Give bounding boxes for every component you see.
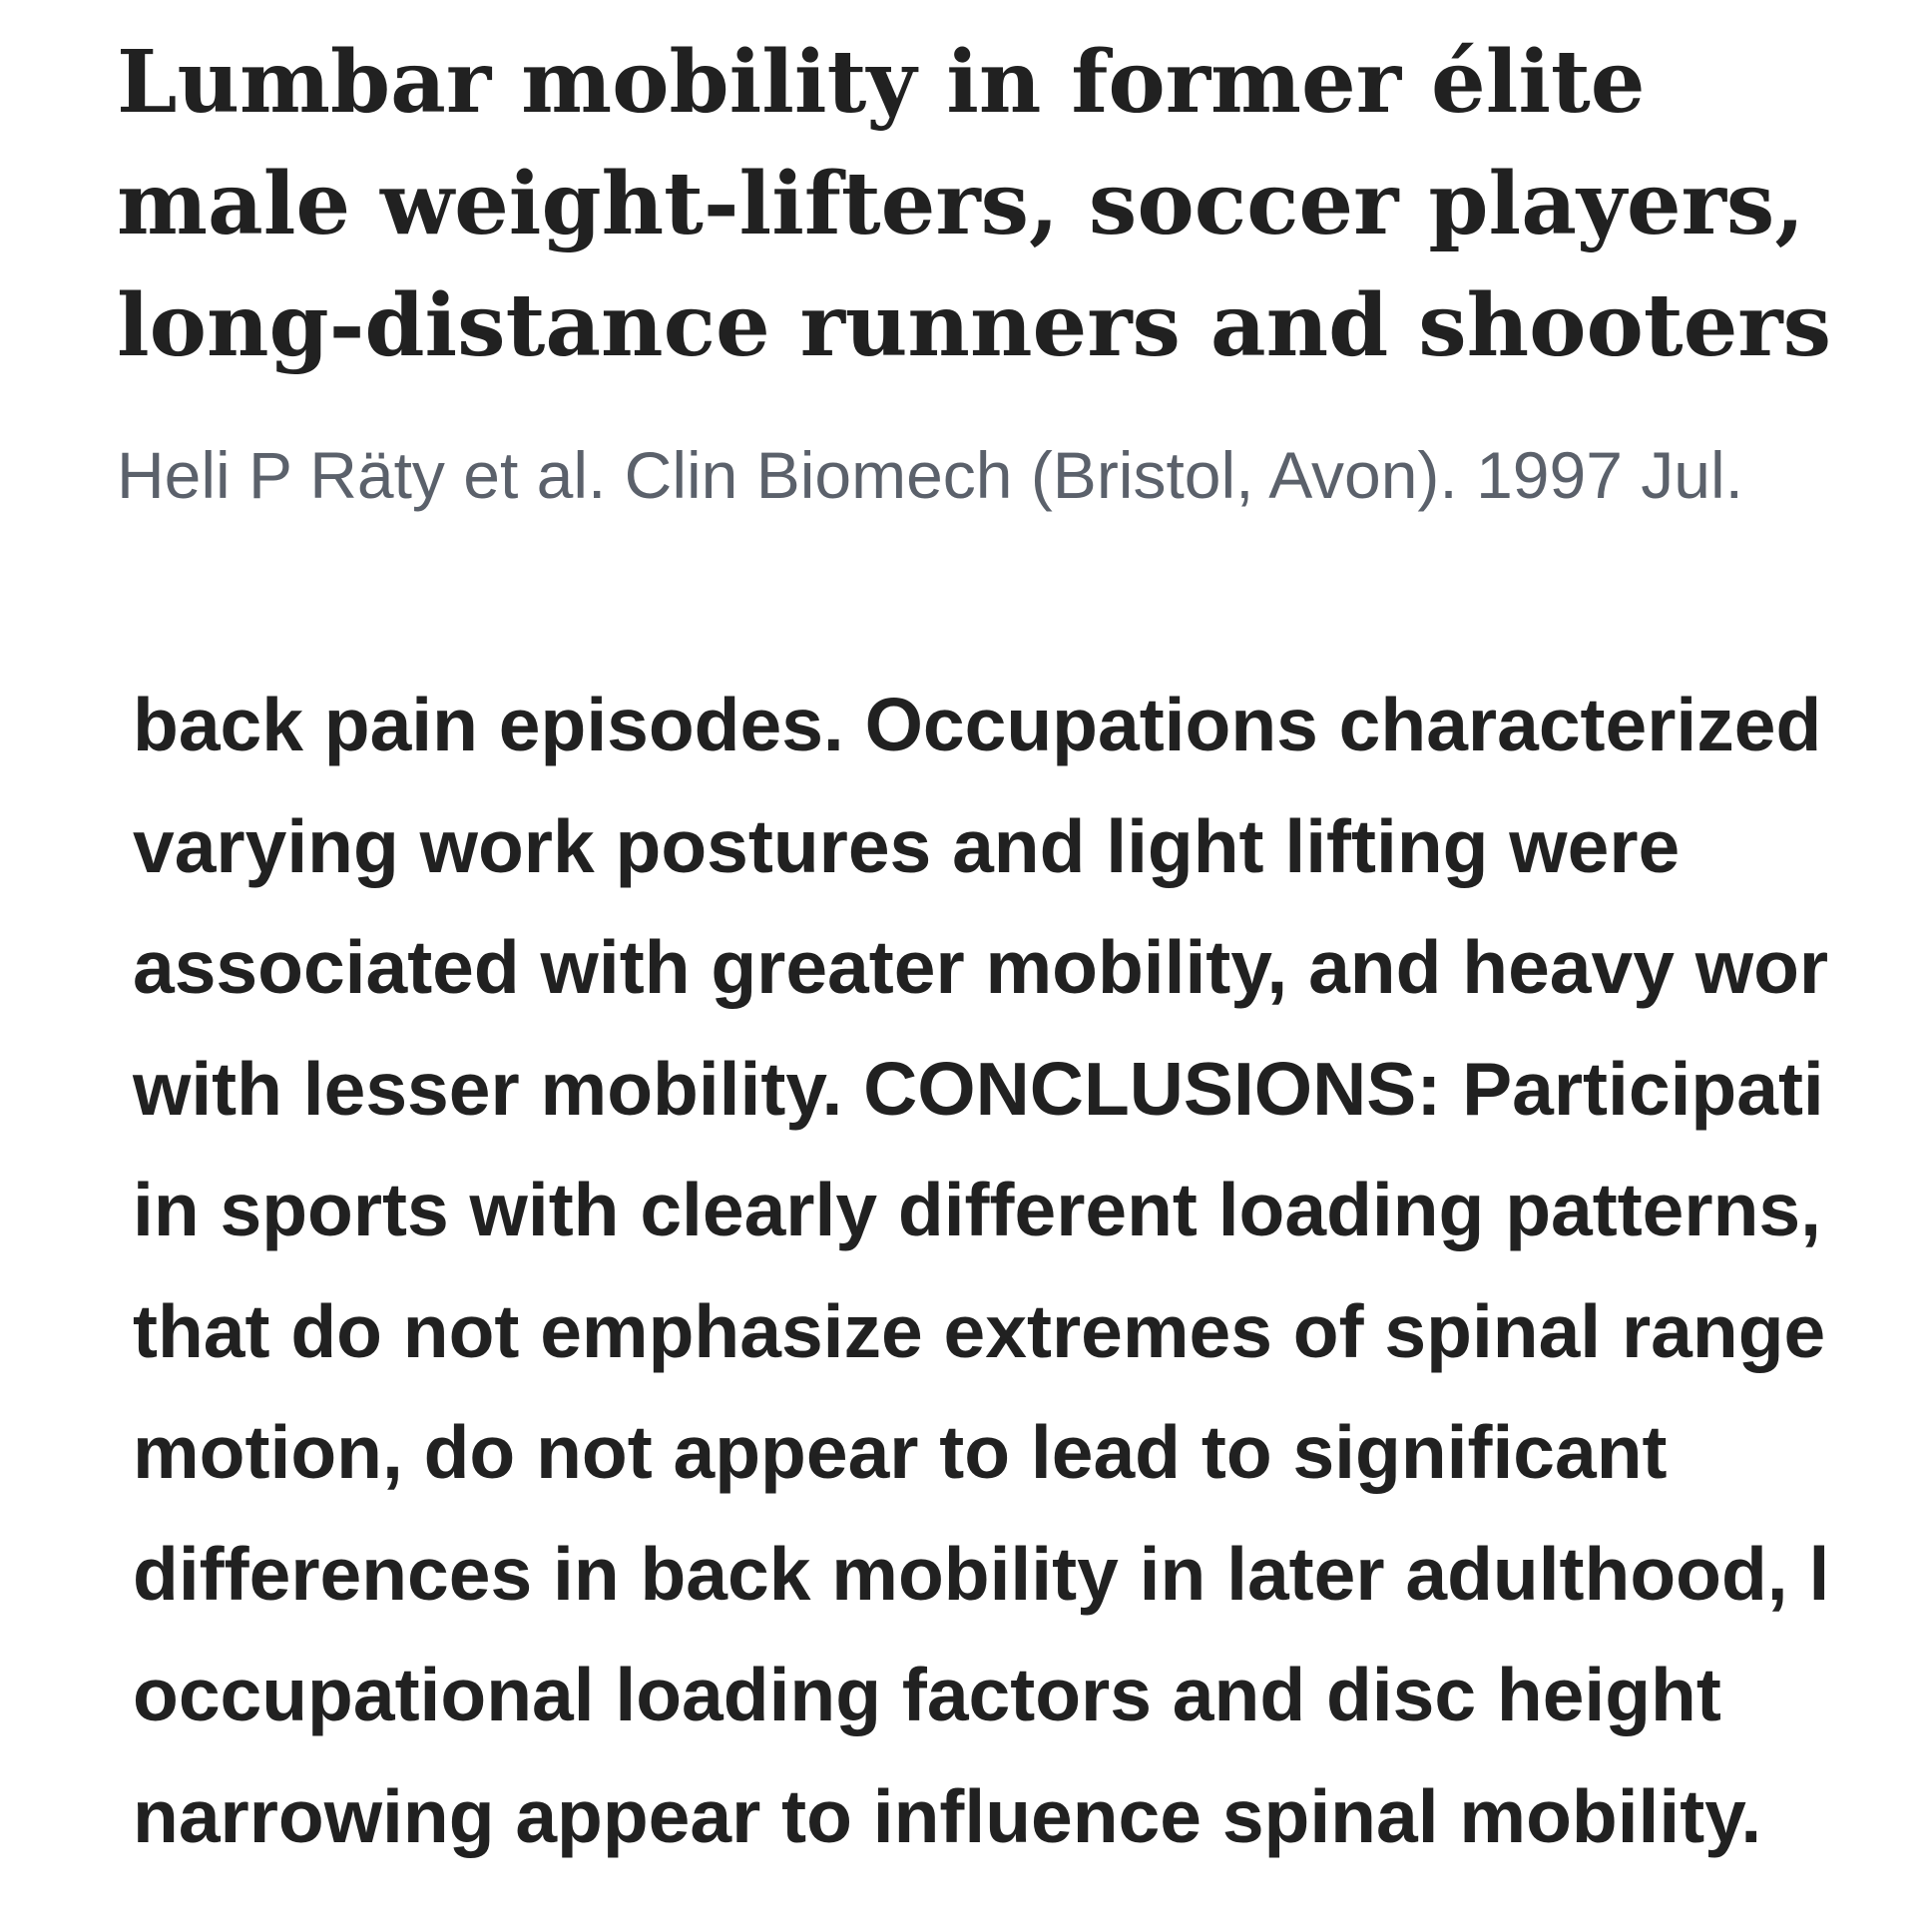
abstract-line: that do not emphasize extremes of spinal range: [133, 1288, 1826, 1373]
abstract-line: differences in back mobility in later adulthood, l: [133, 1531, 1830, 1616]
abstract-section[interactable]: [0, 665, 1932, 1902]
article-citation[interactable]: Heli P Räty et al. Clin Biomech (Bristol, Avon). 1997 Jul.: [117, 438, 1743, 512]
abstract-line: motion, do not appear to lead to significant: [133, 1410, 1668, 1494]
abstract-line: in sports with clearly different loading patterns,: [133, 1168, 1821, 1251]
abstract-line: with lesser mobility. CONCLUSIONS: Participati: [133, 1046, 1824, 1131]
abstract-text: [133, 665, 1932, 1877]
abstract-line: narrowing appear to influence spinal mobility.: [133, 1773, 1762, 1858]
abstract-line: varying work postures and light lifting were: [133, 803, 1681, 888]
abstract-line: back pain episodes. Occupations characterized: [133, 683, 1822, 766]
article-title: Lumbar mobility in former élite male weight-lifters, soccer players, long-distance runners and shooters: [117, 32, 1832, 376]
abstract-line: occupational loading factors and disc height: [133, 1653, 1721, 1736]
abstract-line: associated with greater mobility, and heavy wor: [133, 925, 1829, 1009]
